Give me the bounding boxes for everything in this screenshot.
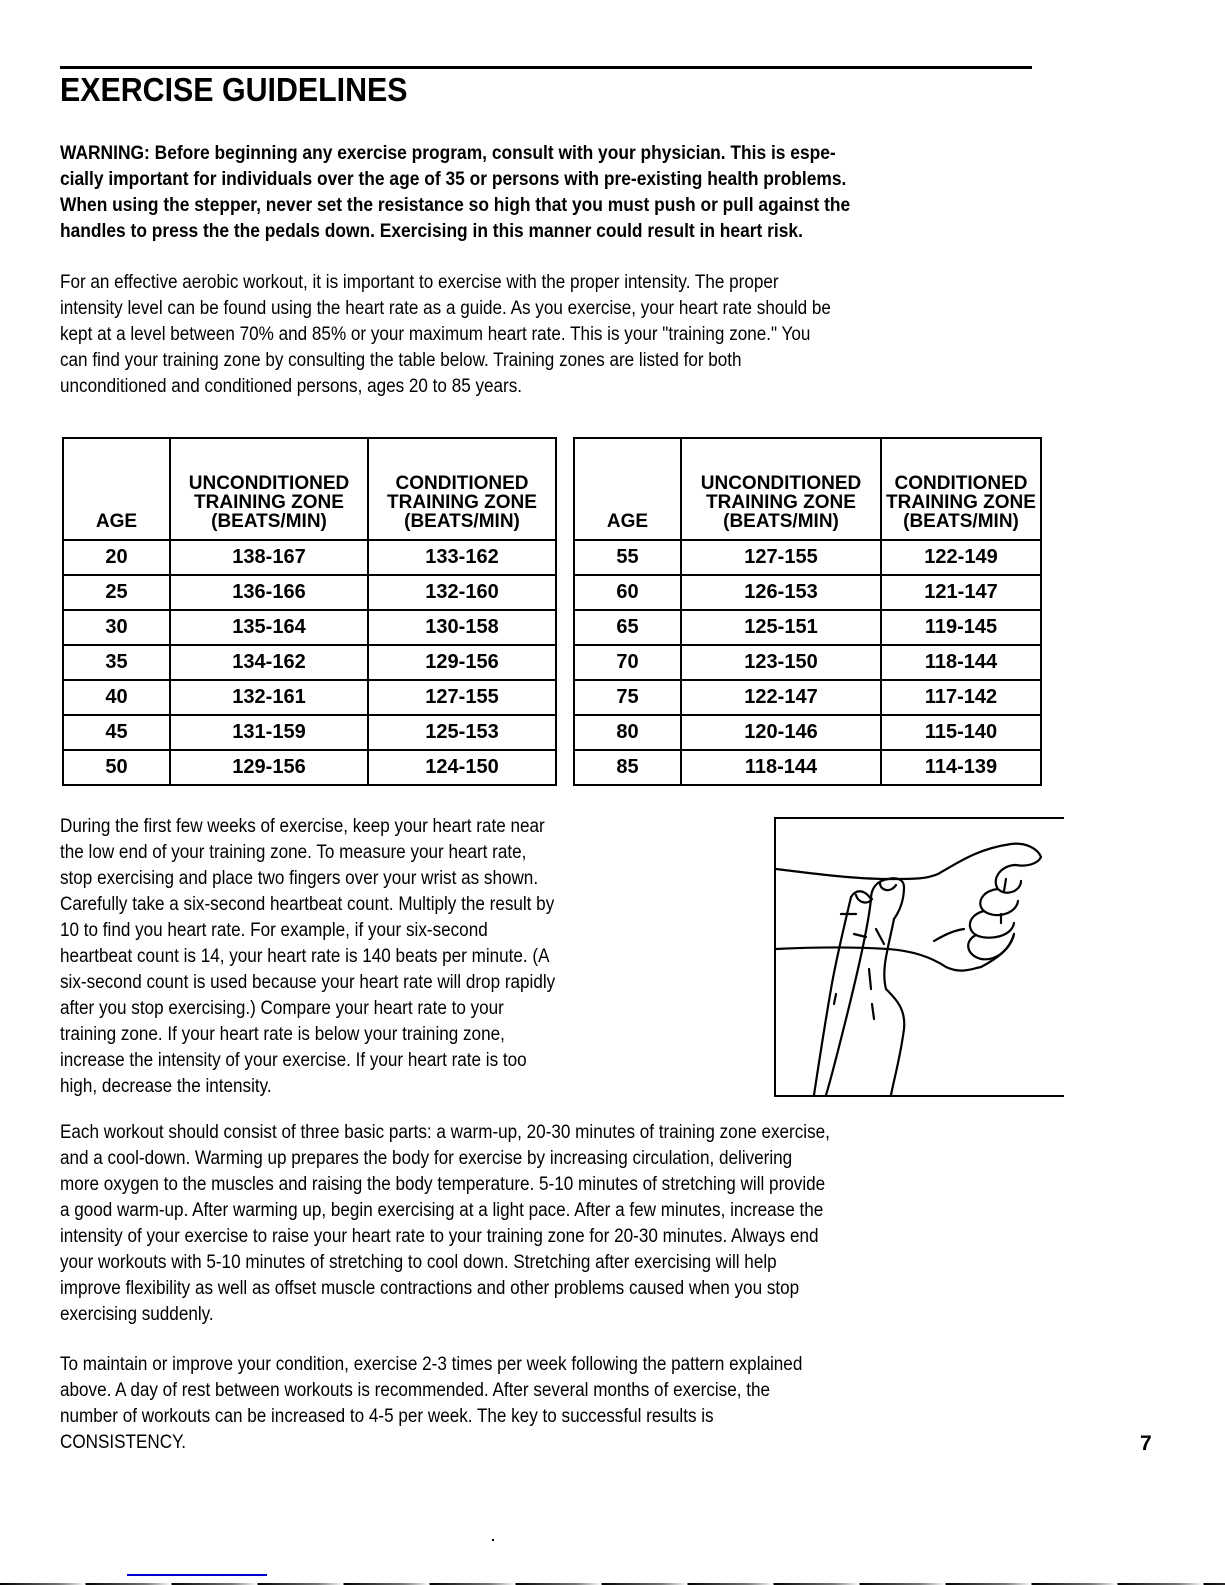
age-cell: 25 [63,575,170,610]
unconditioned-cell: 122-147 [681,680,881,715]
paragraph-line: To maintain or improve your condition, exercise 2-3 times per week following the pattern explained [60,1354,803,1375]
table-row [63,715,556,750]
paragraph-line: a good warm-up. After warming up, begin exercising at a light pace. After a few minutes, increase the [60,1200,824,1221]
paragraph-line: stop exercising and place two fingers over your wrist as shown. [60,868,539,889]
paragraph-line: exercising suddenly. [60,1304,214,1325]
table-row [574,645,1041,680]
title-rule [60,66,1032,69]
table-row [63,610,556,645]
warning-line: handles to press the the pedals down. Exercising in this manner could result in heart risk. [60,221,803,242]
wrist-pulse-figure [774,817,1064,1097]
workout-structure-paragraph [60,1120,830,1328]
header-unconditioned [681,438,881,540]
page-title: EXERCISE GUIDELINES [60,71,408,108]
paragraph-line: high, decrease the intensity. [60,1076,272,1097]
table-row [63,645,556,680]
paragraph-line: above. A day of rest between workouts is recommended. After several months of exercise, the [60,1380,771,1401]
header-age: AGE [574,438,681,540]
conditioned-cell: 115-140 [881,715,1041,750]
paragraph-line: your workouts with 5-10 minutes of stretching to cool down. Stretching after exercising will help [60,1252,777,1273]
unconditioned-cell: 129-156 [170,750,368,785]
intro-line: can find your training zone by consulting the table below. Training zones are listed for both [60,350,742,371]
age-cell: 40 [63,680,170,715]
table-header-row [574,438,1041,540]
heart-rate-paragraph [60,814,555,1100]
paragraph-line: During the first few weeks of exercise, keep your heart rate near [60,816,545,837]
conditioned-cell: 130-158 [368,610,556,645]
warning-line: cially important for individuals over the age of 35 or persons with pre-existing health problems. [60,169,847,190]
paragraph-line: Carefully take a six-second heartbeat count. Multiply the result by [60,894,555,915]
conditioned-cell: 118-144 [881,645,1041,680]
conditioned-cell: 125-153 [368,715,556,750]
age-cell: 45 [63,715,170,750]
header-unconditioned [170,438,368,540]
scan-artifact-line [127,1574,267,1576]
unconditioned-cell: 136-166 [170,575,368,610]
unconditioned-cell: 125-151 [681,610,881,645]
intro-line: For an effective aerobic workout, it is important to exercise with the proper intensity. The proper [60,272,779,293]
header-line: (BEATS/MIN) [211,511,327,532]
header-line: (BEATS/MIN) [723,511,839,532]
warning-line: When using the stepper, never set the resistance so high that you must push or pull against the [60,195,851,216]
age-cell: 50 [63,750,170,785]
frequency-paragraph [60,1352,802,1456]
paragraph-line: improve flexibility as well as offset muscle contractions and other problems caused when you stop [60,1278,800,1299]
table-row [574,610,1041,645]
table-row [63,575,556,610]
header-line: CONDITIONED [395,473,529,494]
header-conditioned [368,438,556,540]
intro-line: intensity level can be found using the heart rate as a guide. As you exercise, your heart rate should be [60,298,831,319]
age-cell: 75 [574,680,681,715]
table-row [574,680,1041,715]
paragraph-line: increase the intensity of your exercise. If your heart rate is too [60,1050,527,1071]
table-row [574,715,1041,750]
header-line: TRAINING ZONE [194,492,344,513]
paragraph-line: more oxygen to the muscles and raising the body temperature. 5-10 minutes of stretching will provide [60,1174,826,1195]
header-line: UNCONDITIONED [700,473,862,494]
paragraph-line: 10 to find you heart rate. For example, if your six-second [60,920,488,941]
unconditioned-cell: 126-153 [681,575,881,610]
unconditioned-cell: 138-167 [170,540,368,575]
age-cell: 60 [574,575,681,610]
paragraph-line: intensity of your exercise to raise your heart rate to your training zone for 20-30 minutes. Always end [60,1226,819,1247]
training-zone-table-ages-55-85 [573,437,1042,786]
conditioned-cell: 129-156 [368,645,556,680]
age-cell: 55 [574,540,681,575]
table-row [574,750,1041,785]
paragraph-line: number of workouts can be increased to 4-5 per week. The key to successful results is [60,1406,714,1427]
age-cell: 85 [574,750,681,785]
intro-paragraph [60,270,831,400]
scan-speck [492,1539,494,1541]
wrist-pulse-check-illustration-icon [776,819,1064,1095]
paragraph-line: six-second count is used because your heart rate will drop rapidly [60,972,556,993]
table-row [63,680,556,715]
unconditioned-cell: 131-159 [170,715,368,750]
header-line: CONDITIONED [894,473,1028,494]
header-conditioned [881,438,1041,540]
table-header-row [63,438,556,540]
paragraph-line: training zone. If your heart rate is below your training zone, [60,1024,505,1045]
header-line: TRAINING ZONE [706,492,856,513]
page-number: 7 [1140,1432,1152,1455]
age-cell: 35 [63,645,170,680]
header-line: TRAINING ZONE [886,492,1036,513]
conditioned-cell: 132-160 [368,575,556,610]
unconditioned-cell: 135-164 [170,610,368,645]
table-row [574,540,1041,575]
age-cell: 70 [574,645,681,680]
header-line: UNCONDITIONED [188,473,350,494]
table-row [63,750,556,785]
paragraph-line: heartbeat count is 14, your heart rate is 140 beats per minute. (A [60,946,550,967]
header-line: (BEATS/MIN) [903,511,1019,532]
intro-line: unconditioned and conditioned persons, ages 20 to 85 years. [60,376,523,397]
paragraph-line: the low end of your training zone. To measure your heart rate, [60,842,527,863]
conditioned-cell: 122-149 [881,540,1041,575]
table-row [574,575,1041,610]
header-line: TRAINING ZONE [387,492,537,513]
warning-paragraph [60,141,975,245]
age-cell: 20 [63,540,170,575]
age-cell: 80 [574,715,681,750]
warning-line: WARNING: Before beginning any exercise program, consult with your physician. This is espe- [60,143,836,164]
header-line: (BEATS/MIN) [404,511,520,532]
conditioned-cell: 133-162 [368,540,556,575]
age-cell: 65 [574,610,681,645]
training-zone-table-ages-20-50 [62,437,557,786]
conditioned-cell: 119-145 [881,610,1041,645]
header-age: AGE [63,438,170,540]
unconditioned-cell: 132-161 [170,680,368,715]
conditioned-cell: 121-147 [881,575,1041,610]
paragraph-line: after you stop exercising.) Compare your heart rate to your [60,998,504,1019]
paragraph-line: and a cool-down. Warming up prepares the body for exercise by increasing circulation, delivering [60,1148,793,1169]
conditioned-cell: 124-150 [368,750,556,785]
table-row [63,540,556,575]
paragraph-line: Each workout should consist of three basic parts: a warm-up, 20-30 minutes of training zone exercise, [60,1122,830,1143]
unconditioned-cell: 123-150 [681,645,881,680]
age-cell: 30 [63,610,170,645]
unconditioned-cell: 134-162 [170,645,368,680]
unconditioned-cell: 118-144 [681,750,881,785]
paragraph-line: CONSISTENCY. [60,1432,187,1453]
intro-line: kept at a level between 70% and 85% or your maximum heart rate. This is your "training zone." You [60,324,811,345]
conditioned-cell: 114-139 [881,750,1041,785]
conditioned-cell: 117-142 [881,680,1041,715]
unconditioned-cell: 127-155 [681,540,881,575]
unconditioned-cell: 120-146 [681,715,881,750]
conditioned-cell: 127-155 [368,680,556,715]
